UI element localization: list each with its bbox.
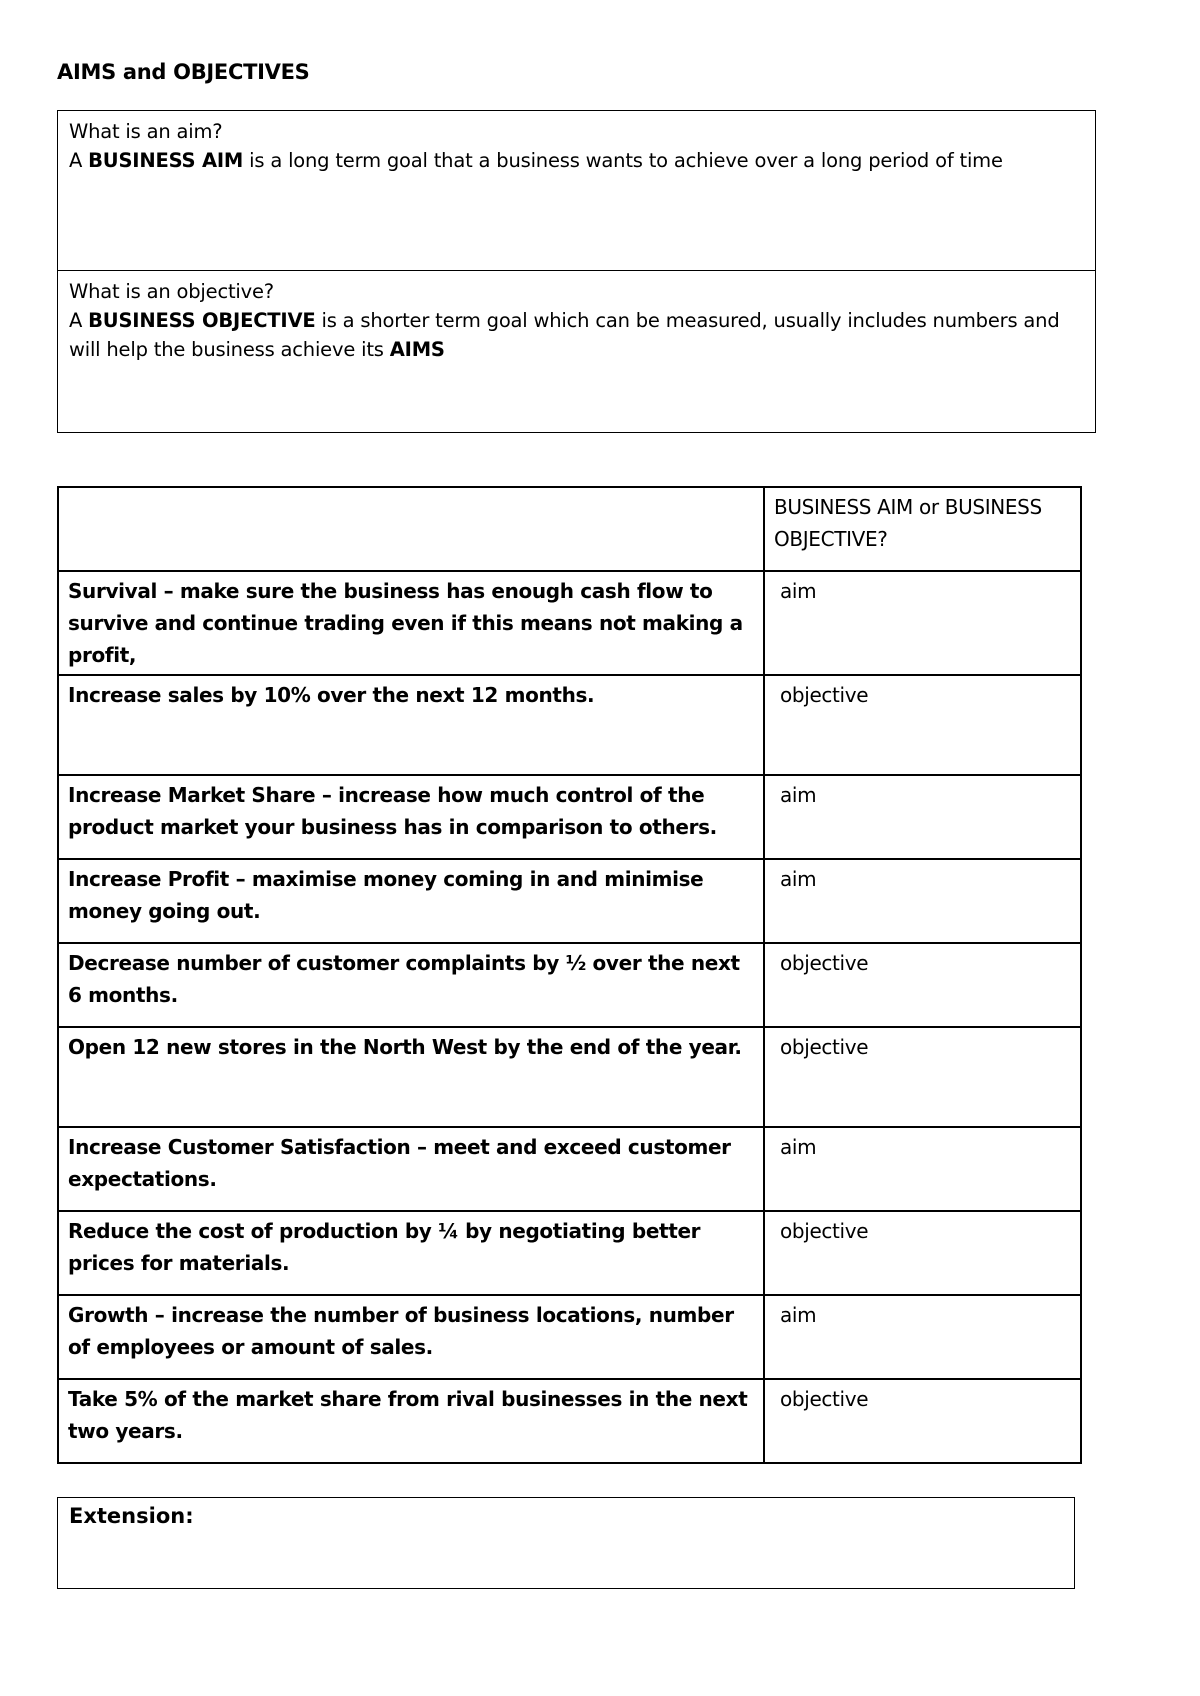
objective-answer: A BUSINESS OBJECTIVE is a shorter term goal which can be measured, usually includes numbers and will help the business achieve its AIMS [69, 309, 1060, 361]
table-row [58, 1295, 1081, 1379]
answer-cell[interactable]: aim [764, 859, 1081, 943]
answer-cell[interactable]: objective [764, 1211, 1081, 1295]
aim-or-objective-table [57, 486, 1082, 1464]
statement-cell: Increase sales by 10% over the next 12 months. [58, 675, 764, 775]
objective-question: What is an objective? [69, 280, 274, 303]
table-row [58, 675, 1081, 775]
statement-cell: Increase Customer Satisfaction – meet and exceed customer expectations. [58, 1127, 764, 1211]
objective-term: BUSINESS OBJECTIVE [88, 309, 316, 332]
aims-term: AIMS [389, 338, 445, 361]
header-blank-cell [58, 487, 764, 571]
table-row [58, 943, 1081, 1027]
statement-cell: Reduce the cost of production by ¼ by negotiating better prices for materials. [58, 1211, 764, 1295]
aim-term: BUSINESS AIM [88, 149, 244, 172]
statement-cell: Take 5% of the market share from rival businesses in the next two years. [58, 1379, 764, 1463]
header-answer-cell: BUSINESS AIM or BUSINESS OBJECTIVE? [764, 487, 1081, 571]
table-row [58, 1379, 1081, 1463]
aim-answer: A BUSINESS AIM is a long term goal that a business wants to achieve over a long period of time [69, 149, 1003, 172]
table-row [58, 1127, 1081, 1211]
extension-box[interactable] [57, 1497, 1075, 1589]
statement-cell: Survival – make sure the business has enough cash flow to survive and continue trading even if this means not making a profit, [58, 571, 764, 675]
statement-cell: Open 12 new stores in the North West by the end of the year. [58, 1027, 764, 1127]
table-row [58, 775, 1081, 859]
definitions-table [57, 110, 1096, 433]
answer-cell[interactable]: aim [764, 571, 1081, 675]
table-row [58, 571, 1081, 675]
statement-cell: Decrease number of customer complaints by ½ over the next 6 months. [58, 943, 764, 1027]
answer-cell[interactable]: objective [764, 1379, 1081, 1463]
extension-label: Extension: [69, 1504, 194, 1528]
objective-definition-cell [58, 271, 1095, 432]
answer-cell[interactable]: objective [764, 1027, 1081, 1127]
page-title: AIMS and OBJECTIVES [57, 60, 310, 84]
table-row [58, 1027, 1081, 1127]
answer-cell[interactable]: objective [764, 675, 1081, 775]
table-header-row [58, 487, 1081, 571]
table-row [58, 859, 1081, 943]
aim-question: What is an aim? [69, 120, 223, 143]
statement-cell: Increase Market Share – increase how much control of the product market your business has in comparison to others. [58, 775, 764, 859]
answer-cell[interactable]: aim [764, 1127, 1081, 1211]
statement-cell: Growth – increase the number of business locations, number of employees or amount of sales. [58, 1295, 764, 1379]
answer-cell[interactable]: objective [764, 943, 1081, 1027]
answer-cell[interactable]: aim [764, 775, 1081, 859]
answer-cell[interactable]: aim [764, 1295, 1081, 1379]
statement-cell: Increase Profit – maximise money coming in and minimise money going out. [58, 859, 764, 943]
aim-definition-cell [58, 111, 1095, 271]
table-row [58, 1211, 1081, 1295]
